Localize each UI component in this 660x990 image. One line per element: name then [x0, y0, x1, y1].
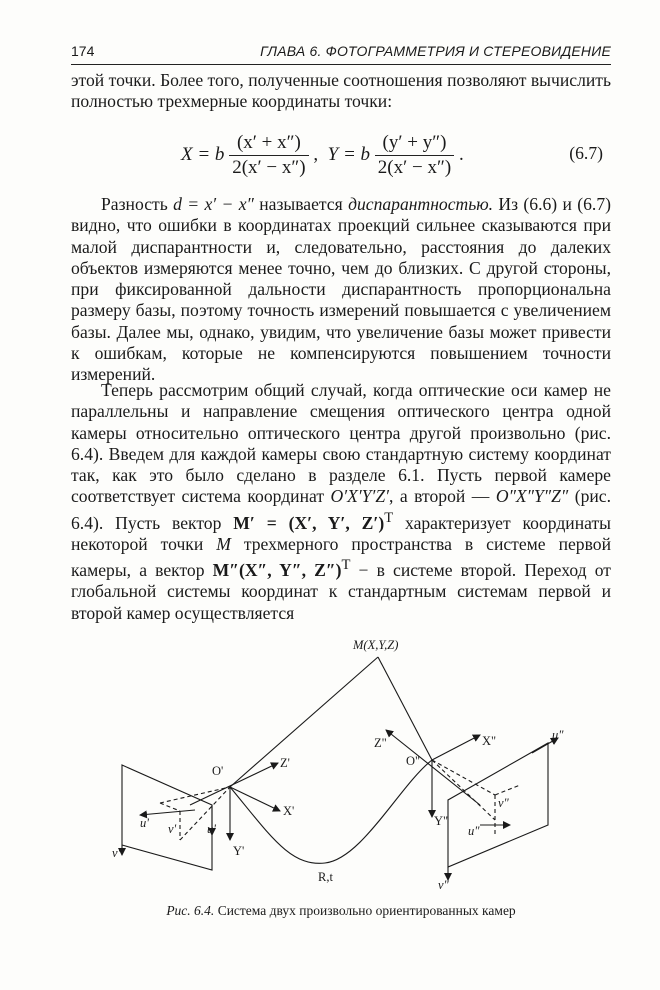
image-plane-left	[122, 765, 212, 870]
p3-text-a: Теперь рассмотрим общий случай, когда оптические оси камер не параллельны и направление смещения оптического центра одной камеры относительно оптического центра другой произвольно (рис. 6.4). Введем для каждой камеры свою стандартную систему координат так, как это было сделано в разделе 6.1. Пусть первой камере соответствует система координат	[71, 380, 611, 507]
label-point-m: M(X,Y,Z)	[353, 638, 399, 652]
proj-line-left-2	[160, 803, 180, 811]
label-nu1: ν'	[168, 822, 177, 836]
disparity-term: диспарантностью.	[348, 194, 494, 214]
eq-x-lhs: X = b	[181, 143, 225, 165]
axis-z2	[386, 730, 480, 805]
label-u1b: u'	[207, 822, 216, 836]
axis-x1	[230, 787, 280, 811]
vector-m2: M″(X″, Y″, Z″)	[212, 560, 342, 581]
eq-x-numerator: (x′ + x″)	[229, 132, 308, 156]
page-number: 174	[71, 43, 95, 59]
ray-o1-projection	[160, 787, 230, 803]
label-y1: Y'	[233, 844, 245, 858]
eq-y-lhs: Y = b	[327, 143, 371, 165]
p3-text-d: характеризует координаты некоторой точки	[71, 512, 611, 554]
label-nu2: ν"	[498, 796, 509, 810]
caption-label: Рис. 6.4.	[166, 903, 215, 918]
page-header	[71, 40, 611, 65]
vector-m1: M′ = (X′, Y′, Z′)	[233, 512, 385, 533]
label-u2: u"	[552, 728, 564, 742]
vector-m1-transpose: T	[384, 509, 394, 526]
p3-text-f: − в системе второй. Переход от глобальной системы координат к стандартным системам первой и второй камер осуществляется	[71, 560, 611, 623]
p2-text-b: называется	[253, 194, 349, 214]
p3-text-c: (рис. 6.4). Пусть вектор	[71, 486, 611, 533]
label-z1: Z'	[280, 756, 290, 770]
eq-x-denominator: 2(x′ − x″)	[232, 157, 306, 178]
label-u2b: u"	[468, 824, 480, 838]
label-v2: v"	[438, 878, 449, 892]
axis-x2	[432, 735, 480, 760]
axis-z1	[190, 763, 278, 805]
paragraph-2	[71, 194, 611, 386]
caption-text: Система двух произвольно ориентированных камер	[217, 903, 516, 918]
eq-period: .	[458, 143, 464, 165]
label-u1: u'	[140, 816, 149, 830]
proj-line-right-4	[495, 785, 520, 795]
label-y2: Y"	[434, 814, 449, 828]
coord-system-2: O″X″Y″Z″	[495, 486, 569, 507]
label-x2: X"	[482, 734, 497, 748]
p3-text-b: , а второй —	[388, 486, 496, 507]
axis-u1	[140, 810, 195, 815]
eq-y-fraction	[375, 132, 454, 179]
coord-system-1: O′X′Y′Z′	[330, 486, 389, 507]
figure-caption	[71, 903, 611, 919]
proj-line-right-1	[432, 760, 495, 820]
paragraph-3	[71, 380, 611, 624]
ray-m-to-o1	[230, 657, 378, 787]
chapter-title: ГЛАВА 6. ФОТОГРАММЕТРИЯ И СТЕРЕОВИДЕНИЕ	[260, 43, 611, 59]
vector-m2-transpose: T	[341, 557, 351, 574]
label-o2: O"	[406, 754, 421, 768]
baseline-curve	[230, 760, 432, 863]
p2-text-a: Разность	[101, 194, 174, 214]
eq-comma: ,	[313, 143, 323, 165]
p2-text-c: Из (6.6) и (6.7) видно, что ошибки в координатах проекций сильнее сказываются при малой диспарантности и, следовательно, расстояния до далеких объектов измеряются менее точно, чем до близких. С другой стороны, при фиксированной дальности диспарантность пропорциональна размеру базы, поэтому точность измерений повышается с увеличением базы. Далее мы, однако, увидим, что увеличение базы может привести к ошибкам, которые не компенсируются повышением точности измерений.	[71, 194, 611, 385]
equation-number: (6.7)	[569, 143, 603, 163]
label-baseline: R,t	[318, 870, 333, 884]
equation-6-7	[71, 128, 611, 188]
disparity-formula: d = x′ − x″	[173, 194, 254, 214]
eq-y-numerator: (y′ + y″)	[375, 132, 454, 156]
label-x1: X'	[283, 804, 295, 818]
eq-y-denominator: 2(x′ − x″)	[377, 157, 452, 178]
p3-text-e: трехмерного пространства в системе первой камеры, а вектор	[71, 533, 611, 581]
label-z2: Z"	[374, 736, 387, 750]
point-m: M	[216, 533, 231, 554]
eq-x-fraction	[229, 132, 308, 179]
label-o1: O'	[212, 764, 224, 778]
paragraph-1: этой точки. Более того, полученные соотношения позволяют вычислить полностью трехмерные координаты точки:	[71, 70, 611, 112]
proj-line-left-3	[180, 787, 230, 840]
label-v1: v'	[112, 846, 121, 860]
two-camera-diagram	[100, 635, 580, 897]
